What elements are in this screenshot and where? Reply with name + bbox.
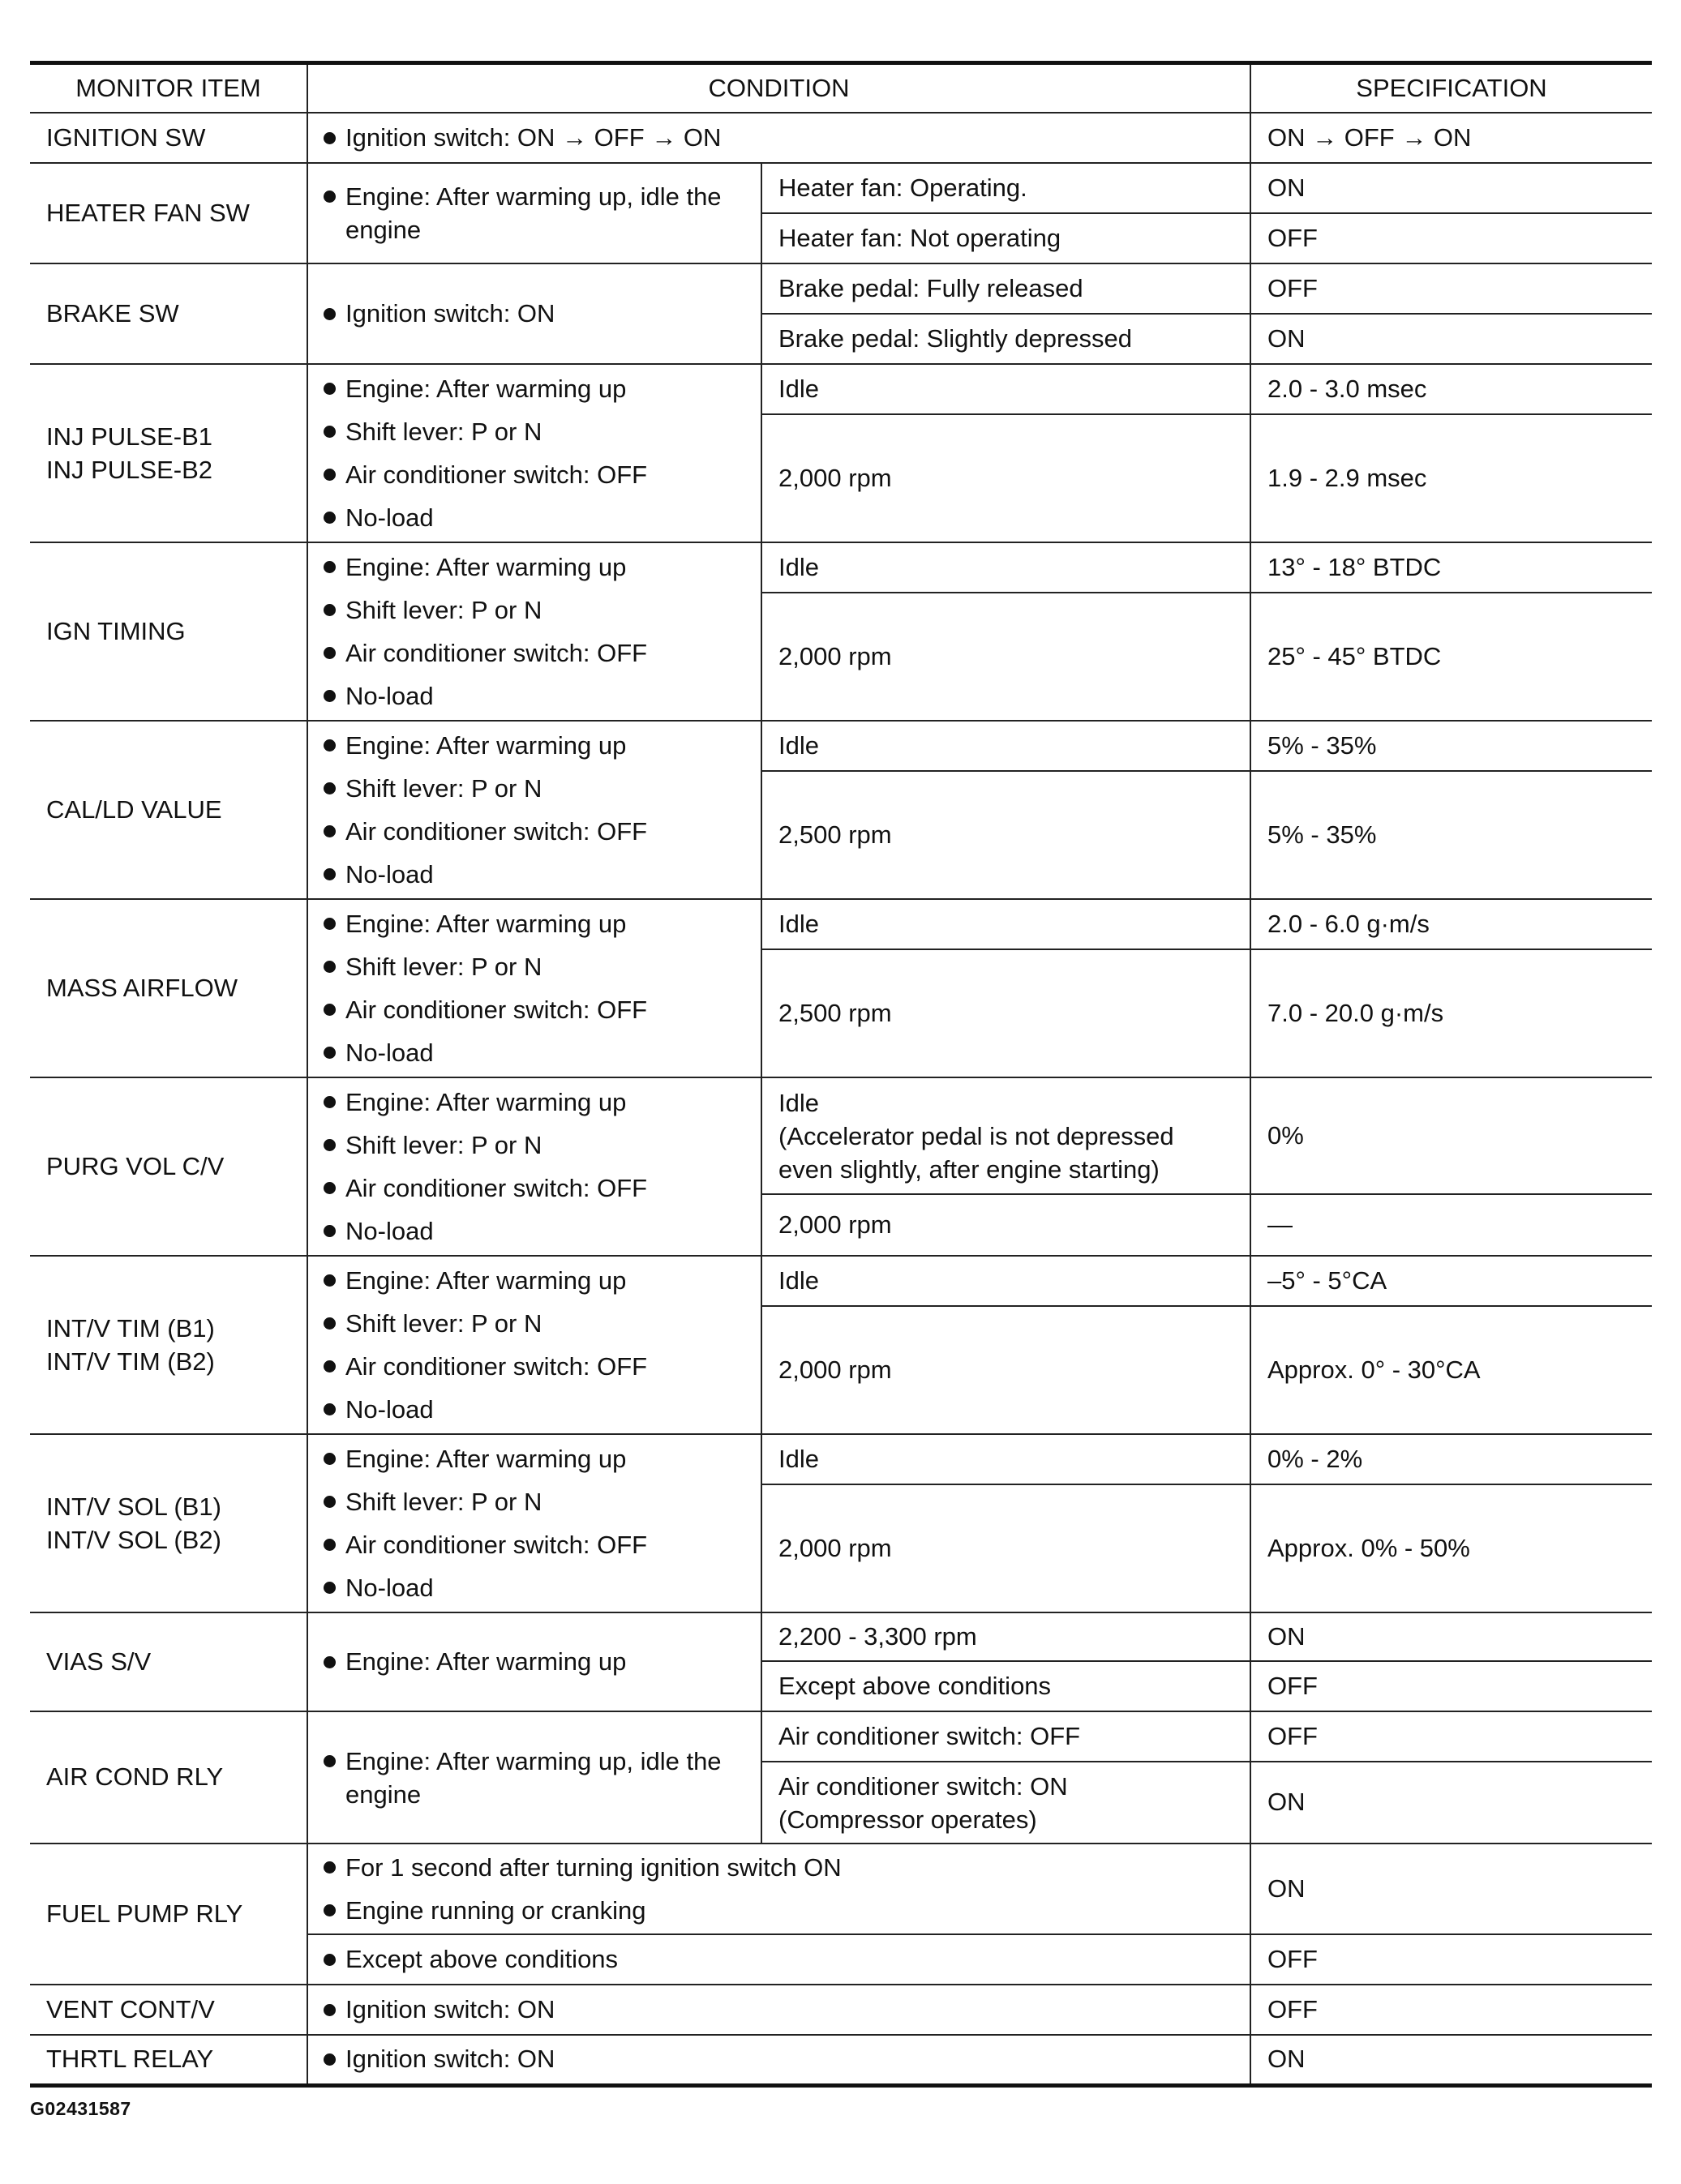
condition-bullet: Shift lever: P or N xyxy=(319,1302,749,1345)
monitor-item: MASS AIRFLOW xyxy=(30,899,307,1077)
condition-bullet: Engine: After warming up xyxy=(319,724,749,767)
condition-bullet: Engine: After warming up xyxy=(319,1437,749,1480)
condition-bullet: Ignition switch: ON xyxy=(319,298,749,330)
condition-cell xyxy=(307,1256,761,1434)
condition-bullet: For 1 second after turning ignition switch ON xyxy=(319,1846,1238,1889)
condition-bullet: Engine running or cranking xyxy=(319,1889,1238,1932)
spec-value: OFF xyxy=(1250,1711,1652,1762)
condition-cell xyxy=(307,899,761,1077)
header-condition: CONDITION xyxy=(307,63,1250,113)
monitor-item: CAL/LD VALUE xyxy=(30,721,307,899)
condition-bullet: Shift lever: P or N xyxy=(319,1480,749,1523)
state-cell: 2,500 rpm xyxy=(761,771,1250,899)
condition-bullet: Shift lever: P or N xyxy=(319,767,749,810)
table-row xyxy=(30,1434,1652,1484)
state-cell: 2,500 rpm xyxy=(761,949,1250,1077)
condition-cell xyxy=(307,1711,761,1844)
condition-bullet: Ignition switch: ON xyxy=(319,1993,1238,2026)
figure-id: G02431587 xyxy=(30,2098,131,2119)
condition-cell xyxy=(307,113,1250,163)
spec-value: 25° - 45° BTDC xyxy=(1250,593,1652,721)
table-row xyxy=(30,113,1652,163)
spec-value: 7.0 - 20.0 g·m/s xyxy=(1250,949,1652,1077)
monitor-spec-table xyxy=(30,61,1652,2088)
condition-cell xyxy=(307,1844,1250,1934)
condition-bullet: No-load xyxy=(319,1388,749,1431)
monitor-item: VENT CONT/V xyxy=(30,1985,307,2035)
state-cell: 2,200 - 3,300 rpm xyxy=(761,1612,1250,1661)
monitor-item: INT/V SOL (B1) INT/V SOL (B2) xyxy=(30,1434,307,1612)
state-cell: Air conditioner switch: ON (Compressor operates) xyxy=(761,1762,1250,1844)
condition-bullet: No-load xyxy=(319,1566,749,1609)
condition-bullet: No-load xyxy=(319,853,749,896)
state-cell: 2,000 rpm xyxy=(761,1306,1250,1434)
condition-cell xyxy=(307,1077,761,1256)
condition-bullet: Air conditioner switch: OFF xyxy=(319,1523,749,1566)
spec-value: ON xyxy=(1250,1762,1652,1844)
spec-value: — xyxy=(1250,1194,1652,1256)
condition-bullet: Shift lever: P or N xyxy=(319,410,749,453)
spec-value: 0% xyxy=(1250,1077,1652,1194)
monitor-item: AIR COND RLY xyxy=(30,1711,307,1844)
state-cell: Heater fan: Not operating xyxy=(761,213,1250,263)
condition-bullet: Engine: After warming up xyxy=(319,367,749,410)
spec-value: –5° - 5°CA xyxy=(1250,1256,1652,1306)
state-cell: 2,000 rpm xyxy=(761,593,1250,721)
spec-value: ON xyxy=(1250,163,1652,213)
spec-value: OFF xyxy=(1250,213,1652,263)
header-specification: SPECIFICATION xyxy=(1250,63,1652,113)
state-cell: Heater fan: Operating. xyxy=(761,163,1250,213)
state-cell: Idle xyxy=(761,721,1250,771)
spec-value: OFF xyxy=(1250,263,1652,314)
spec-value: 2.0 - 3.0 msec xyxy=(1250,364,1652,414)
state-cell: 2,000 rpm xyxy=(761,1194,1250,1256)
table-row xyxy=(30,899,1652,949)
condition-cell xyxy=(307,1934,1250,1985)
condition-cell xyxy=(307,1434,761,1612)
spec-value: 5% - 35% xyxy=(1250,721,1652,771)
monitor-item: INJ PULSE-B1 INJ PULSE-B2 xyxy=(30,364,307,542)
condition-bullet: Air conditioner switch: OFF xyxy=(319,810,749,853)
monitor-item: IGN TIMING xyxy=(30,542,307,721)
condition-bullet: Air conditioner switch: OFF xyxy=(319,632,749,674)
condition-cell xyxy=(307,2035,1250,2085)
header-row xyxy=(30,63,1652,113)
table-row xyxy=(30,2035,1652,2085)
state-cell: Idle xyxy=(761,1256,1250,1306)
condition-bullet: Engine: After warming up xyxy=(319,1646,749,1678)
spec-value: OFF xyxy=(1250,1934,1652,1985)
condition-bullet: Shift lever: P or N xyxy=(319,589,749,632)
state-cell: Idle xyxy=(761,899,1250,949)
table-row xyxy=(30,1844,1652,1934)
table-row xyxy=(30,1985,1652,2035)
condition-bullet: No-load xyxy=(319,496,749,539)
condition-cell xyxy=(307,263,761,364)
monitor-item: FUEL PUMP RLY xyxy=(30,1844,307,1985)
condition-bullet: Air conditioner switch: OFF xyxy=(319,988,749,1031)
spec-value: 2.0 - 6.0 g·m/s xyxy=(1250,899,1652,949)
table-row xyxy=(30,263,1652,314)
condition-bullet: Ignition switch: ON xyxy=(319,2043,1238,2075)
condition-bullet: Air conditioner switch: OFF xyxy=(319,1345,749,1388)
state-cell: Brake pedal: Fully released xyxy=(761,263,1250,314)
spec-value: Approx. 0% - 50% xyxy=(1250,1484,1652,1612)
monitor-item: INT/V TIM (B1) INT/V TIM (B2) xyxy=(30,1256,307,1434)
condition-bullet: Engine: After warming up xyxy=(319,1259,749,1302)
spec-value: OFF xyxy=(1250,1661,1652,1711)
condition-bullet: Air conditioner switch: OFF xyxy=(319,1167,749,1210)
condition-cell xyxy=(307,1612,761,1711)
state-cell: Brake pedal: Slightly depressed xyxy=(761,314,1250,364)
table-row xyxy=(30,1256,1652,1306)
condition-bullet: Engine: After warming up, idle the engine xyxy=(319,1745,749,1811)
monitor-item: HEATER FAN SW xyxy=(30,163,307,263)
table-row xyxy=(30,1612,1652,1661)
state-cell: Idle xyxy=(761,1434,1250,1484)
condition-bullet: Ignition switch: ON → OFF → ON xyxy=(319,122,1238,154)
table-row xyxy=(30,163,1652,213)
spec-value: ON xyxy=(1250,1612,1652,1661)
header-monitor-item: MONITOR ITEM xyxy=(30,63,307,113)
spec-value: ON xyxy=(1250,314,1652,364)
condition-cell xyxy=(307,364,761,542)
state-cell: Idle xyxy=(761,542,1250,593)
monitor-item: PURG VOL C/V xyxy=(30,1077,307,1256)
condition-bullet: Engine: After warming up xyxy=(319,902,749,945)
condition-bullet: No-load xyxy=(319,674,749,717)
state-cell: Idle xyxy=(761,364,1250,414)
condition-bullet: Engine: After warming up, idle the engine xyxy=(319,180,749,246)
state-cell: 2,000 rpm xyxy=(761,1484,1250,1612)
monitor-item: VIAS S/V xyxy=(30,1612,307,1711)
monitor-item: BRAKE SW xyxy=(30,263,307,364)
state-cell: Idle (Accelerator pedal is not depressed even slightly, after engine starting) xyxy=(761,1077,1250,1194)
monitor-item: IGNITION SW xyxy=(30,113,307,163)
table-row xyxy=(30,1711,1652,1762)
table-row xyxy=(30,542,1652,593)
condition-bullet: Except above conditions xyxy=(319,1943,1238,1976)
condition-bullet: Engine: After warming up xyxy=(319,546,749,589)
condition-bullet: Shift lever: P or N xyxy=(319,945,749,988)
state-cell: 2,000 rpm xyxy=(761,414,1250,542)
condition-bullet: No-load xyxy=(319,1210,749,1253)
spec-value: ON xyxy=(1250,2035,1652,2085)
condition-bullet: Engine: After warming up xyxy=(319,1081,749,1124)
spec-value: ON xyxy=(1250,1844,1652,1934)
spec-value: 0% - 2% xyxy=(1250,1434,1652,1484)
condition-bullet: Shift lever: P or N xyxy=(319,1124,749,1167)
spec-value: OFF xyxy=(1250,1985,1652,2035)
spec-value: 13° - 18° BTDC xyxy=(1250,542,1652,593)
state-cell: Air conditioner switch: OFF xyxy=(761,1711,1250,1762)
condition-cell xyxy=(307,721,761,899)
spec-value: 5% - 35% xyxy=(1250,771,1652,899)
condition-bullet: No-load xyxy=(319,1031,749,1074)
spec-value: Approx. 0° - 30°CA xyxy=(1250,1306,1652,1434)
table-row xyxy=(30,721,1652,771)
condition-cell xyxy=(307,542,761,721)
table-row xyxy=(30,1077,1652,1194)
state-cell: Except above conditions xyxy=(761,1661,1250,1711)
table-row xyxy=(30,364,1652,414)
monitor-item: THRTL RELAY xyxy=(30,2035,307,2085)
condition-bullet: Air conditioner switch: OFF xyxy=(319,453,749,496)
spec-value: 1.9 - 2.9 msec xyxy=(1250,414,1652,542)
spec-value: ON → OFF → ON xyxy=(1250,113,1652,163)
condition-cell xyxy=(307,1985,1250,2035)
condition-cell xyxy=(307,163,761,263)
